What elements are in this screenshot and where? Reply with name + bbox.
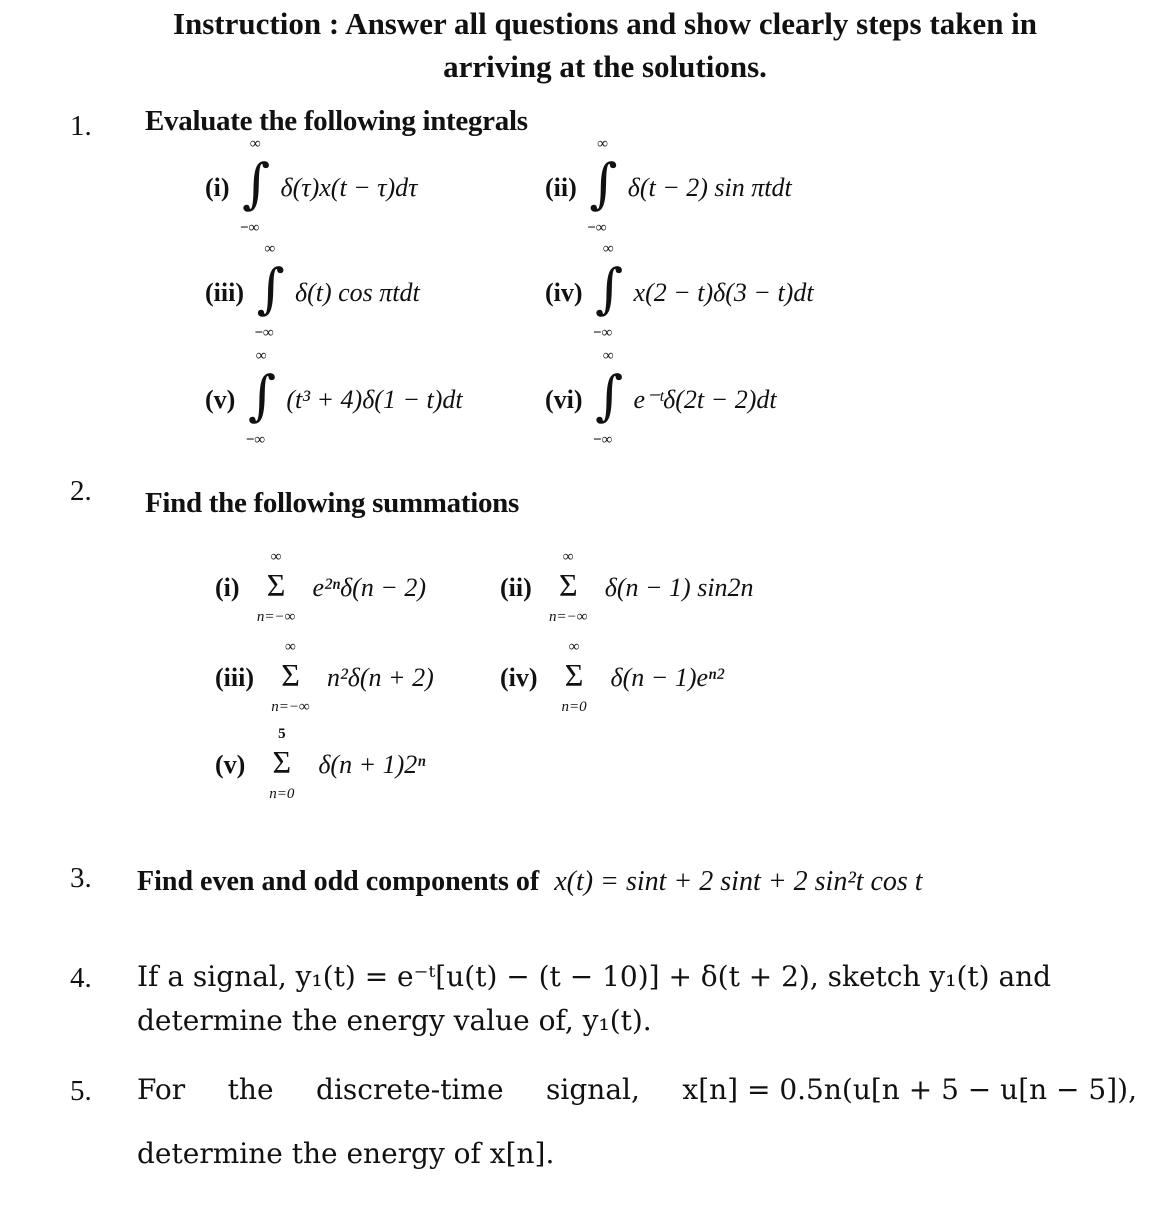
question-5-line-1 bbox=[137, 1068, 1137, 1112]
question-5-word-discrete-time: discrete-time bbox=[316, 1073, 504, 1106]
sigma-ii: ∞ Σ n=−∞ bbox=[549, 549, 588, 625]
sigma-v: 5 Σ n=0 bbox=[269, 726, 295, 802]
integral-sign-vi: ∞ ∫ −∞ bbox=[593, 348, 624, 448]
sigma-iv: ∞ Σ n=0 bbox=[561, 639, 587, 715]
question-5-word-for: For bbox=[137, 1073, 186, 1106]
integral-sign-iii: ∞ ∫ −∞ bbox=[254, 241, 285, 341]
question-2-heading: Find the following summations bbox=[145, 487, 519, 519]
question-5-signal-expression: x[n] = 0.5n(u[n + 5 − u[n − 5]), bbox=[682, 1073, 1137, 1106]
summation-item-iii bbox=[215, 635, 434, 725]
integral-label-i: (i) bbox=[205, 172, 230, 202]
question-3-expression: x(t) = sint + 2 sint + 2 sin²t cos t bbox=[554, 866, 923, 897]
summation-term-ii: δ(n − 1) sin2n bbox=[604, 572, 754, 602]
integral-item-ii bbox=[545, 136, 792, 240]
integrand-vi: e⁻ᵗδ(2t − 2)dt bbox=[633, 384, 777, 414]
question-4-line-1: If a signal, y₁(t) = e⁻ᵗ[u(t) − (t − 10)] + δ(t + 2), sketch y₁(t) and bbox=[137, 960, 1052, 993]
sigma-iii: ∞ Σ n=−∞ bbox=[271, 639, 310, 715]
summation-label-iv: (iv) bbox=[500, 662, 538, 692]
integral-label-iv: (iv) bbox=[545, 277, 583, 307]
summation-term-iii: n²δ(n + 2) bbox=[327, 662, 434, 692]
integrand-iv: x(2 − t)δ(3 − t)dt bbox=[633, 277, 814, 307]
instruction-line-1: Instruction : Answer all questions and show clearly steps taken in bbox=[172, 6, 1038, 41]
integral-item-i bbox=[205, 136, 418, 240]
summation-term-iv: δ(n − 1)eⁿ² bbox=[610, 662, 725, 692]
integral-label-v: (v) bbox=[205, 384, 236, 414]
summation-item-v bbox=[215, 722, 425, 812]
question-1-number: 1. bbox=[70, 110, 92, 142]
question-4-number: 4. bbox=[70, 962, 92, 994]
summation-term-i: e²ⁿδ(n − 2) bbox=[312, 572, 427, 602]
integrand-v: (t³ + 4)δ(1 − t)dt bbox=[286, 384, 463, 414]
question-4-line-2: determine the energy value of, y₁(t). bbox=[137, 1004, 652, 1037]
question-3-text bbox=[137, 866, 923, 898]
question-4-text bbox=[137, 955, 1147, 1043]
integral-sign-i: ∞ ∫ −∞ bbox=[240, 136, 271, 236]
question-2-number: 2. bbox=[70, 475, 92, 507]
summation-label-ii: (ii) bbox=[500, 572, 532, 602]
integral-sign-v: ∞ ∫ −∞ bbox=[245, 348, 276, 448]
question-5-word-the: the bbox=[227, 1073, 274, 1106]
instruction-line-2: arriving at the solutions. bbox=[443, 49, 767, 84]
summation-item-iv bbox=[500, 635, 724, 725]
integrand-iii: δ(t) cos πtdt bbox=[295, 277, 420, 307]
integral-label-iii: (iii) bbox=[205, 277, 244, 307]
integrand-ii: δ(t − 2) sin πtdt bbox=[627, 172, 792, 202]
integral-item-iv bbox=[545, 241, 814, 345]
integral-label-vi: (vi) bbox=[545, 384, 583, 414]
integral-item-v bbox=[205, 348, 463, 452]
question-5-number: 5. bbox=[70, 1075, 92, 1107]
question-5-word-signal: signal, bbox=[546, 1073, 640, 1106]
instruction-header bbox=[60, 2, 1150, 88]
summation-label-v: (v) bbox=[215, 749, 246, 779]
summation-term-v: δ(n + 1)2ⁿ bbox=[318, 749, 426, 779]
integral-item-vi bbox=[545, 348, 777, 452]
summation-label-iii: (iii) bbox=[215, 662, 254, 692]
sigma-i: ∞ Σ n=−∞ bbox=[256, 549, 296, 625]
summation-label-i: (i) bbox=[215, 572, 240, 602]
integral-sign-ii: ∞ ∫ −∞ bbox=[587, 136, 618, 236]
summation-item-i bbox=[215, 545, 426, 635]
question-5-line-2: determine the energy of x[n]. bbox=[137, 1137, 555, 1170]
question-3-prompt: Find even and odd components of bbox=[137, 866, 540, 897]
question-3-number: 3. bbox=[70, 862, 92, 894]
integral-sign-iv: ∞ ∫ −∞ bbox=[593, 241, 624, 341]
summation-item-ii bbox=[500, 545, 754, 635]
integrand-i: δ(τ)x(t − τ)dτ bbox=[280, 172, 418, 202]
integral-item-iii bbox=[205, 241, 420, 345]
integral-label-ii: (ii) bbox=[545, 172, 577, 202]
question-1-heading: Evaluate the following integrals bbox=[145, 105, 528, 137]
